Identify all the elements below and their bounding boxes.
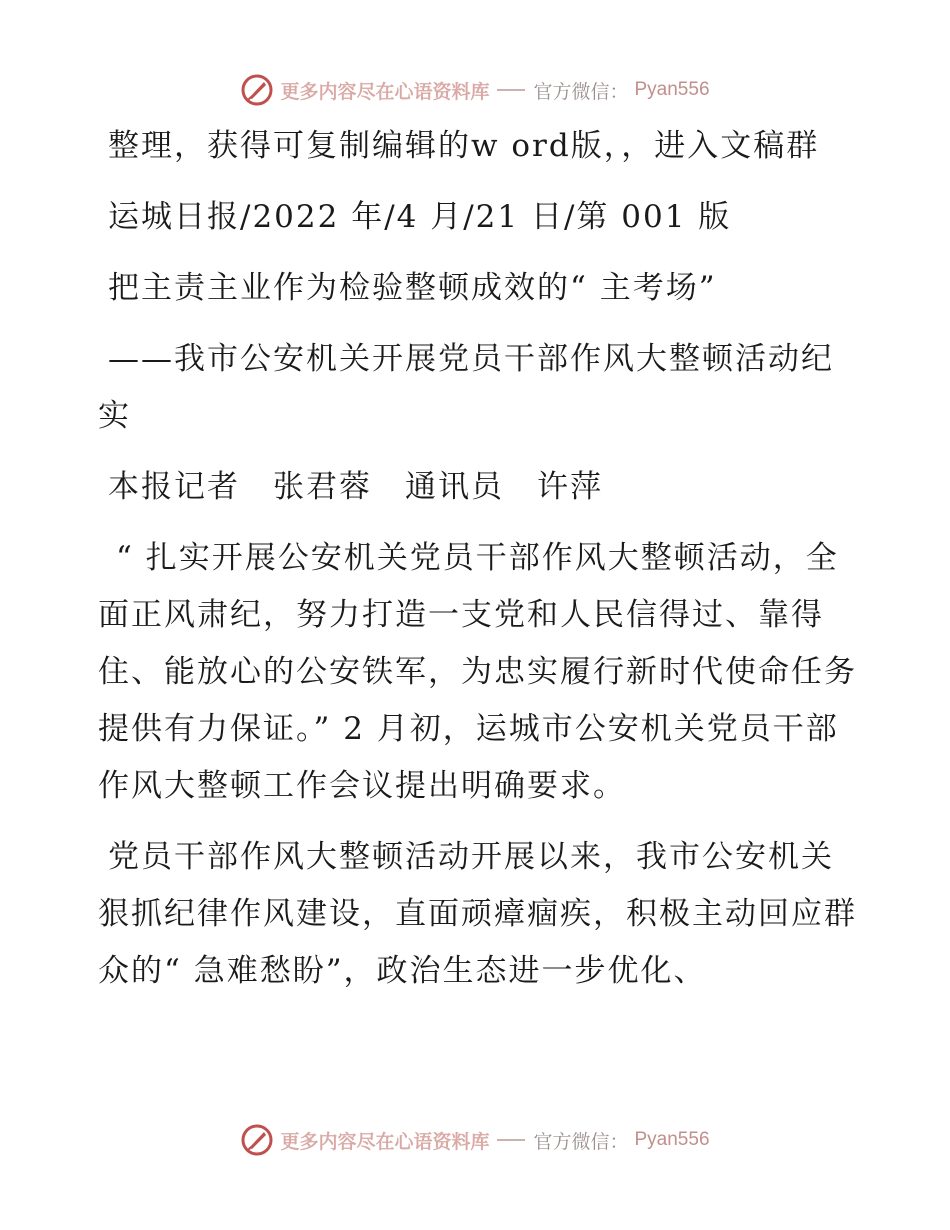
article-title: 把主责主业作为检验整顿成效的“ 主考场”	[108, 270, 717, 306]
body-paragraph-2: 党员干部作风大整顿活动开展以来，我市公安机关狠抓纪律作风建设，直面顽瘴痼疾，积极主动回应群众的“ 急难愁盼”，政治生态进一步优化、	[98, 839, 857, 989]
feather-pen-logo-icon	[240, 1123, 274, 1157]
feather-pen-logo-icon	[240, 73, 274, 107]
header-watermark	[0, 70, 950, 110]
source-line: 运城日报/2022 年/4 月/21 日/第 001 版	[108, 199, 732, 235]
byline: 本报记者 张君蓉 通讯员 许萍	[108, 469, 603, 505]
watermark-label: 官方微信：	[533, 80, 629, 103]
watermark-label: 官方微信：	[533, 1130, 629, 1153]
watermark-dash	[497, 89, 525, 91]
watermark-dash	[497, 1139, 525, 1141]
body-paragraph-1: “ 扎实开展公安机关党员干部作风大整顿活动，全面正风肃纪，努力打造一支党和人民信得过、靠得住、能放心的公安铁军，为忠实履行新时代使命任务提供有力保证。” 2 月初，运城市公安机关党员干部作风大整顿工作会议提出明确要求。	[98, 540, 857, 804]
document-body	[98, 118, 858, 1014]
article-subtitle: ——我市公安机关开展党员干部作风大整顿活动纪实	[98, 341, 834, 434]
footer-watermark	[0, 1120, 950, 1160]
watermark-brand-text: 更多内容尽在心语资料库	[280, 1130, 490, 1153]
watermark-wechat-id: Pyan556	[634, 79, 710, 100]
intro-note-paragraph: 整理，获得可复制编辑的w ord版，，进入文稿群	[108, 128, 820, 164]
watermark-brand-text: 更多内容尽在心语资料库	[280, 80, 490, 103]
watermark-wechat-id: Pyan556	[634, 1129, 710, 1150]
